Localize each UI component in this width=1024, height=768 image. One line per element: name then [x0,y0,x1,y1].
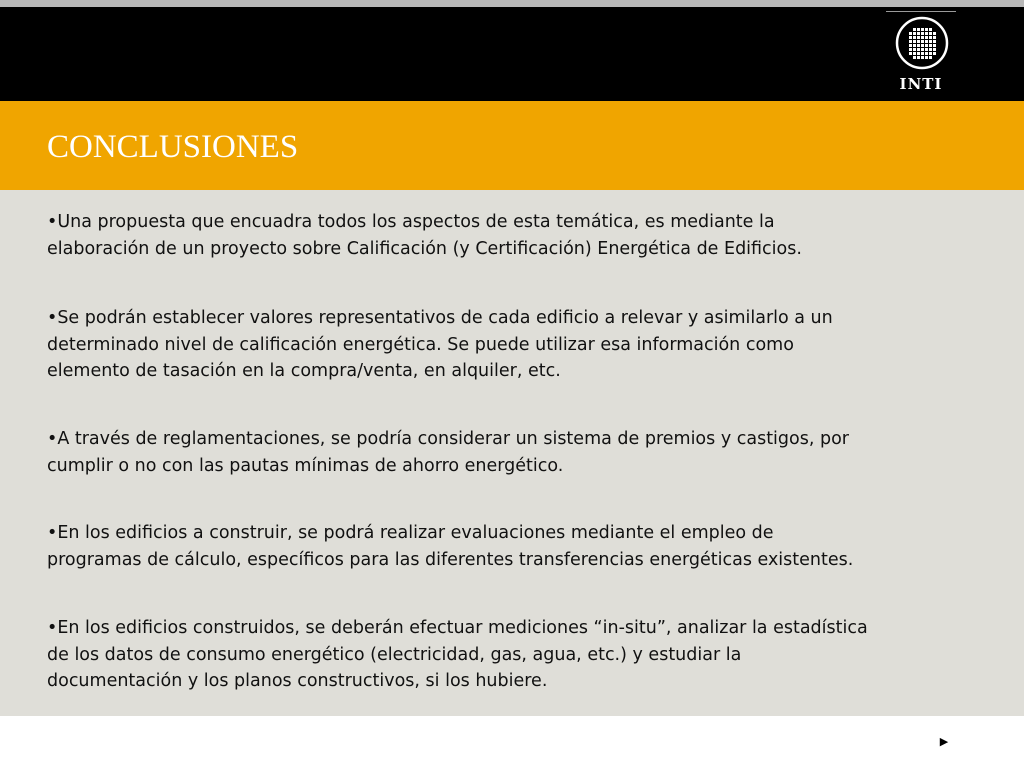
inti-emblem-icon [895,16,949,70]
slide-title: CONCLUSIONES [47,129,299,165]
bullet-paragraph: •Una propuesta que encuadra todos los aspectos de esta temática, es mediante la elaboración de un proyecto sobre Calificación (y Certificación) Energética de Edificios. [47,212,802,259]
bullet-paragraph: •Se podrán establecer valores representativos de cada edificio a relevar y asimilarlo a un determinado nivel de calificación energética. Se puede utilizar esa información como elemento de tasación en la compra/venta, en alquiler, etc. [47,308,833,381]
bullet-paragraph: •A través de reglamentaciones, se podría considerar un sistema de premios y castigos, por cumplir o no con las pautas mínimas de ahorro energético. [47,429,849,476]
play-triangle-icon: ▶ [939,734,949,748]
header-band [0,7,1024,101]
logo-text: INTI [899,75,943,93]
next-slide-button[interactable] [936,733,952,749]
top-rule [0,0,1024,7]
inti-logo [886,11,956,97]
bullet-paragraph: •En los edificios a construir, se podrá realizar evaluaciones mediante el empleo de programas de cálculo, específicos para las diferentes transferencias energéticas existentes. [47,523,854,570]
logo-top-line [886,11,956,12]
bullet-paragraph: •En los edificios construidos, se deberán efectuar mediciones “in-situ”, analizar la estadística de los datos de consumo energético (electricidad, gas, agua, etc.) y estudiar la documentación y los planos constructivos, si los hubiere. [47,618,868,691]
